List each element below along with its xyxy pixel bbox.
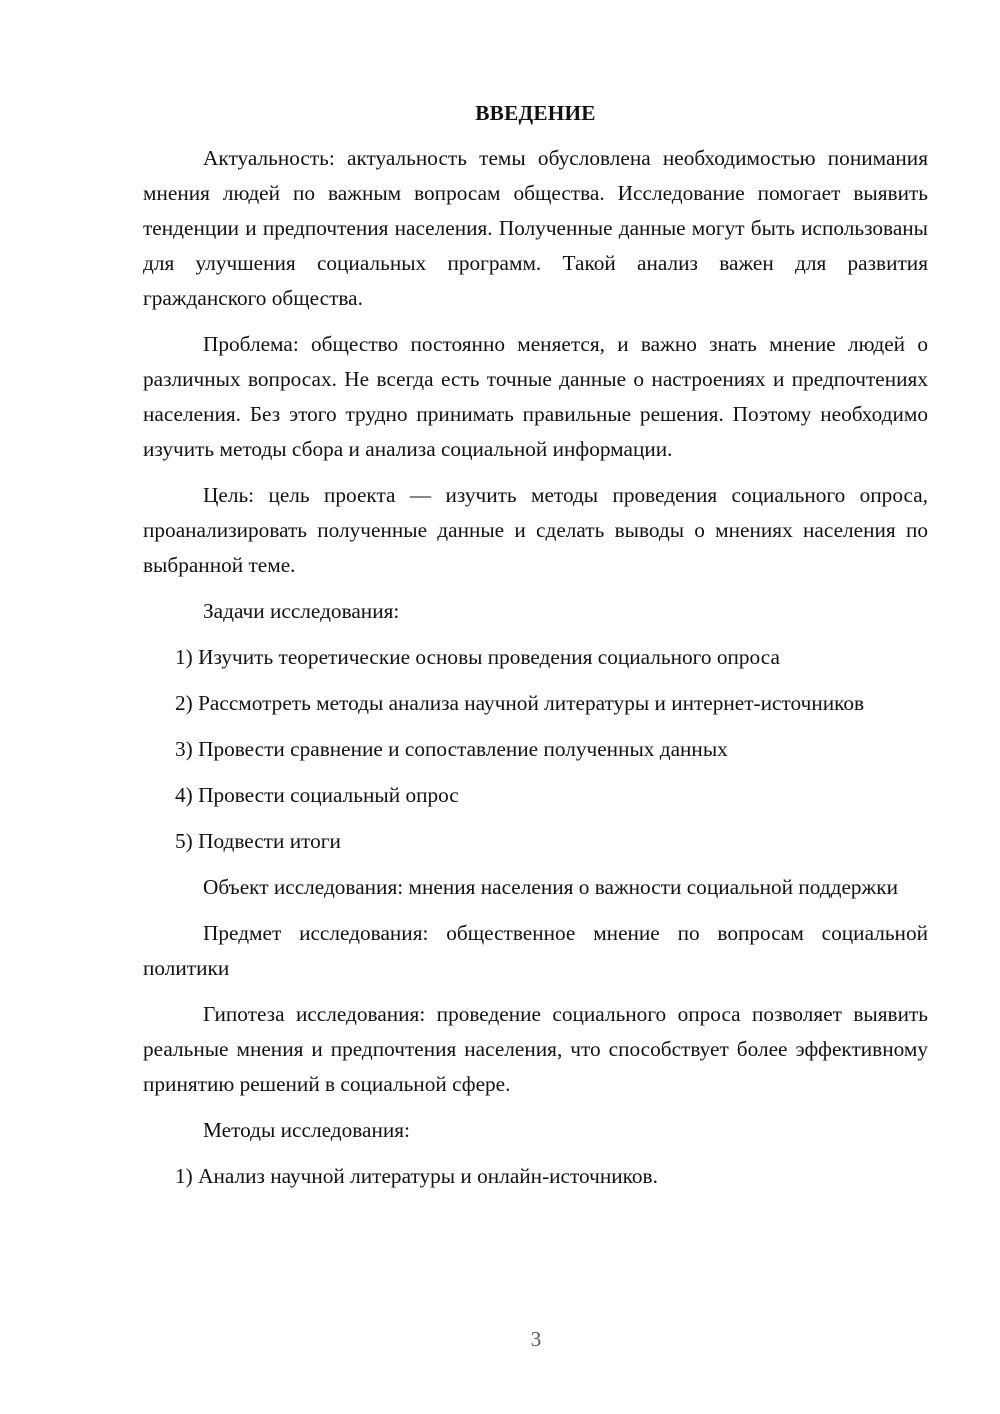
task-item: 2) Рассмотреть методы анализа научной литературы и интернет-источников <box>175 691 865 715</box>
subject-paragraph: Предмет исследования: общественное мнение по вопросам социальной политики <box>143 921 928 980</box>
tasks-heading: Задачи исследования: <box>203 599 400 623</box>
object-paragraph: Объект исследования: мнения населения о важности социальной поддержки <box>203 875 899 899</box>
hypothesis-paragraph: Гипотеза исследования: проведение социального опроса позволяет выявить реальные мнения и предпочтения населения, что способствует более эффективному принятию решений в социальной сфере. <box>143 1002 928 1096</box>
page-content <box>143 96 928 1205</box>
page-number: 3 <box>530 1327 542 1351</box>
problem-paragraph: Проблема: общество постоянно меняется, и важно знать мнение людей о различных вопросах. Не всегда есть точные данные о настроениях и предпочтениях населения. Без этого трудно принимать правильные решения. Поэтому необходимо изучить методы сбора и анализа социальной информации. <box>143 332 928 461</box>
methods-heading: Методы исследования: <box>203 1118 410 1142</box>
method-item: 1) Анализ научной литературы и онлайн-источников. <box>175 1164 658 1188</box>
task-item: 4) Провести социальный опрос <box>175 783 459 807</box>
section-title: ВВЕДЕНИЕ <box>475 101 596 125</box>
relevance-paragraph: Актуальность: актуальность темы обусловлена необходимостью понимания мнения людей по важным вопросам общества. Исследование помогает выявить тенденции и предпочтения населения. Полученные данные могут быть использованы для улучшения социальных программ. Такой анализ важен для развития гражданского общества. <box>143 146 928 310</box>
task-item: 3) Провести сравнение и сопоставление полученных данных <box>175 737 728 761</box>
task-item: 5) Подвести итоги <box>175 829 341 853</box>
goal-paragraph: Цель: цель проекта — изучить методы проведения социального опроса, проанализировать полученные данные и сделать выводы о мнениях населения по выбранной теме. <box>143 483 928 577</box>
task-item: 1) Изучить теоретические основы проведения социального опроса <box>175 645 780 669</box>
